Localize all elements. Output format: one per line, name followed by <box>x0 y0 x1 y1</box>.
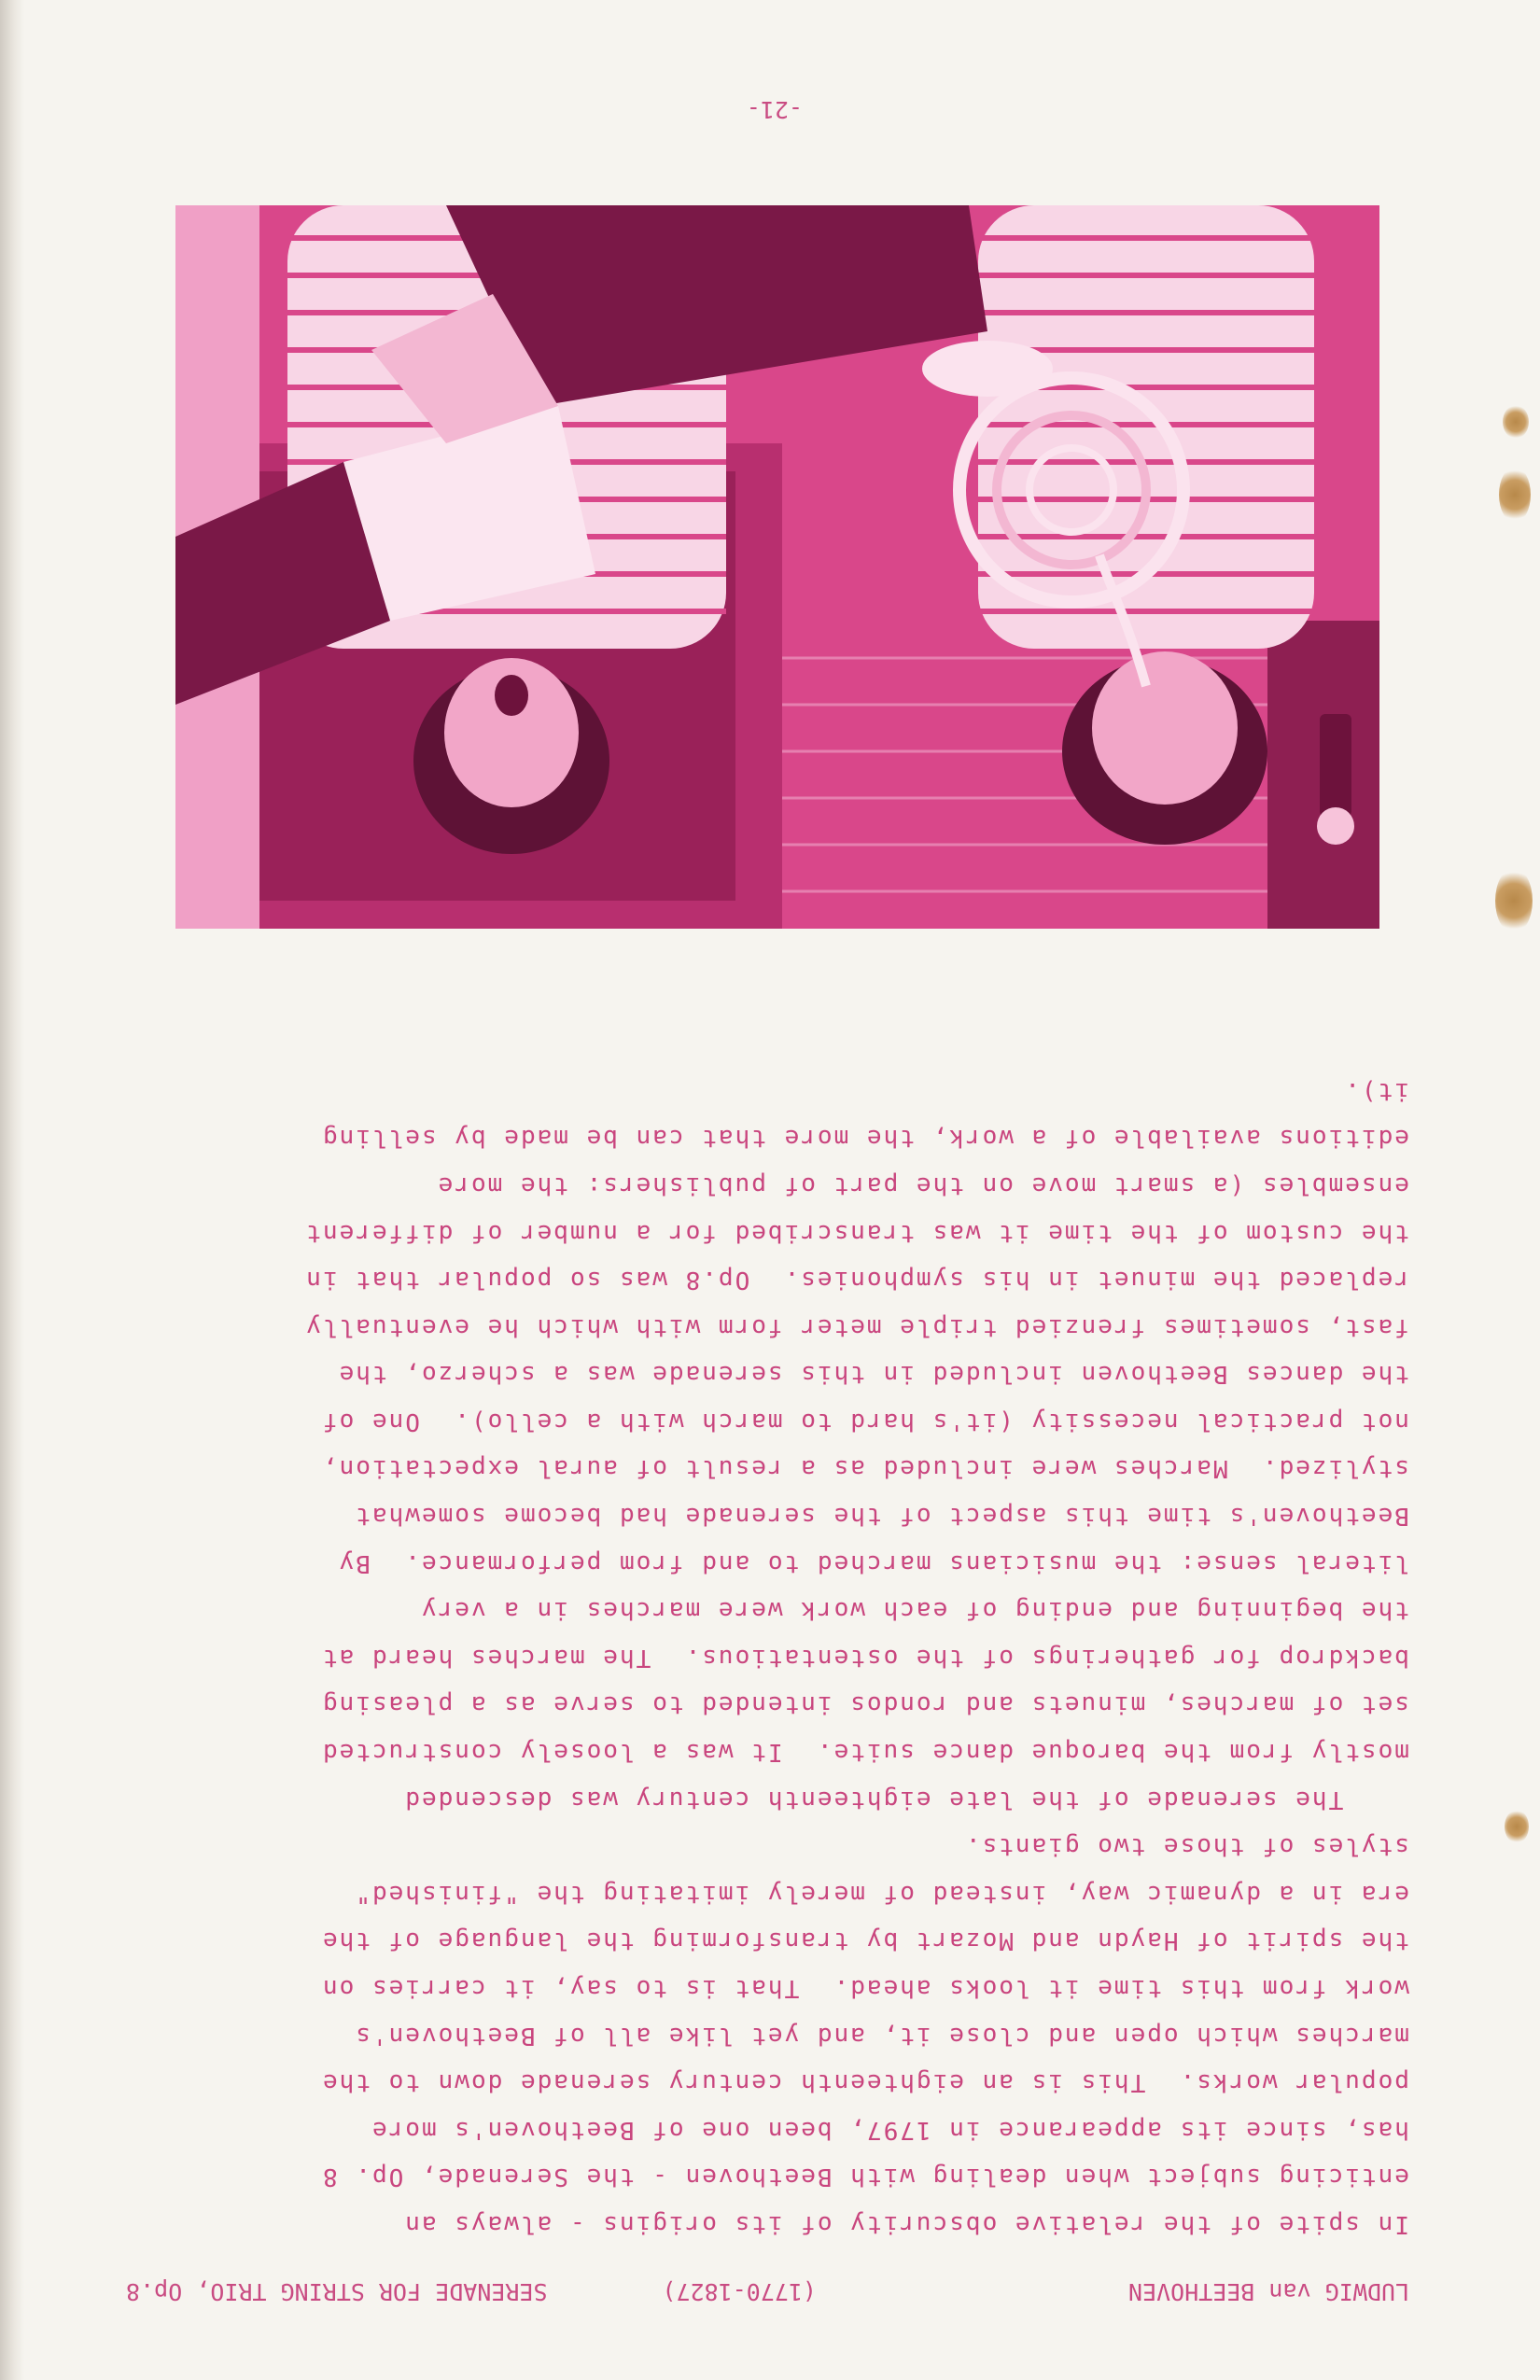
text-line: literal sense: the musicians marched to and from performance. By <box>337 1548 1409 1577</box>
text-line: backdrop for gatherings of the ostentatious. The marches heard at <box>321 1643 1409 1672</box>
text-line: Beethoven's time this aspect of the serenade had become somewhat <box>354 1502 1409 1531</box>
text-line: the dances Beethoven included in this serenade was a scherzo, the <box>337 1360 1409 1389</box>
text-line: styles of those two giants. <box>964 1832 1409 1861</box>
text-line: marches which open and close it, and yet like all of Beethoven's <box>354 2021 1409 2050</box>
text-line: work from this time it looks ahead. That is to say, it carries on <box>321 1974 1409 2003</box>
paper-stain <box>1499 467 1531 523</box>
page-number: -21- <box>746 96 803 123</box>
text-line: it). <box>1343 1076 1409 1105</box>
text-line: mostly from the baroque dance suite. It was a loosely constructed <box>321 1738 1409 1767</box>
program-note <box>121 1067 1409 2247</box>
text-line: popular works. This is an eighteenth century serenade down to the <box>321 2068 1409 2097</box>
text-line: editions available of a work, the more that can be made by selling <box>321 1124 1409 1153</box>
paper-stain <box>1495 868 1533 933</box>
performers-photo <box>175 205 1379 929</box>
text-line: the custom of the time it was transcribed for a number of different <box>304 1218 1409 1247</box>
text-line: fast, sometimes frenzied triple meter form with which he eventually <box>304 1312 1409 1341</box>
text-line: The serenade of the late eighteenth century was descended <box>403 1785 1409 1813</box>
text-line: replaced the minuet in his symphonies. Op.8 was so popular that in <box>304 1266 1409 1295</box>
paper-stain <box>1503 405 1529 439</box>
text-line: set of marches, minuets and rondos intended to serve as a pleasing <box>321 1690 1409 1719</box>
text-line: the spirit of Haydn and Mozart by transforming the language of the <box>321 1926 1409 1955</box>
text-line: ensembles (a smart move on the part of publishers: the more <box>436 1170 1409 1199</box>
paper-stain <box>1505 1810 1529 1843</box>
composer-dates: (1770-1827) <box>662 2278 817 2305</box>
text-line: has, since its appearance in 1797, been one of Beethoven's more <box>371 2115 1409 2144</box>
text-line: In spite of the relative obscurity of its origins - always an <box>403 2210 1409 2238</box>
piece-title: SERENADE FOR STRING TRIO, Op.8 <box>126 2278 548 2305</box>
text-line: enticing subject when dealing with Beethoven - the Serenade, Op. 8 <box>321 2163 1409 2191</box>
page-edge-shadow <box>0 0 24 2380</box>
text-line: the beginning and ending of each work were marches in a very <box>420 1596 1409 1625</box>
text-line: era in a dynamic way, instead of merely imitating the "finished" <box>354 1879 1409 1908</box>
composer-name: LUDWIG van BEETHOVEN <box>1127 2278 1409 2305</box>
text-line: not practical necessity (it's hard to march with a cello). One of <box>321 1407 1409 1435</box>
text-line: stylized. Marches were included as a result of aural expectation, <box>321 1454 1409 1483</box>
